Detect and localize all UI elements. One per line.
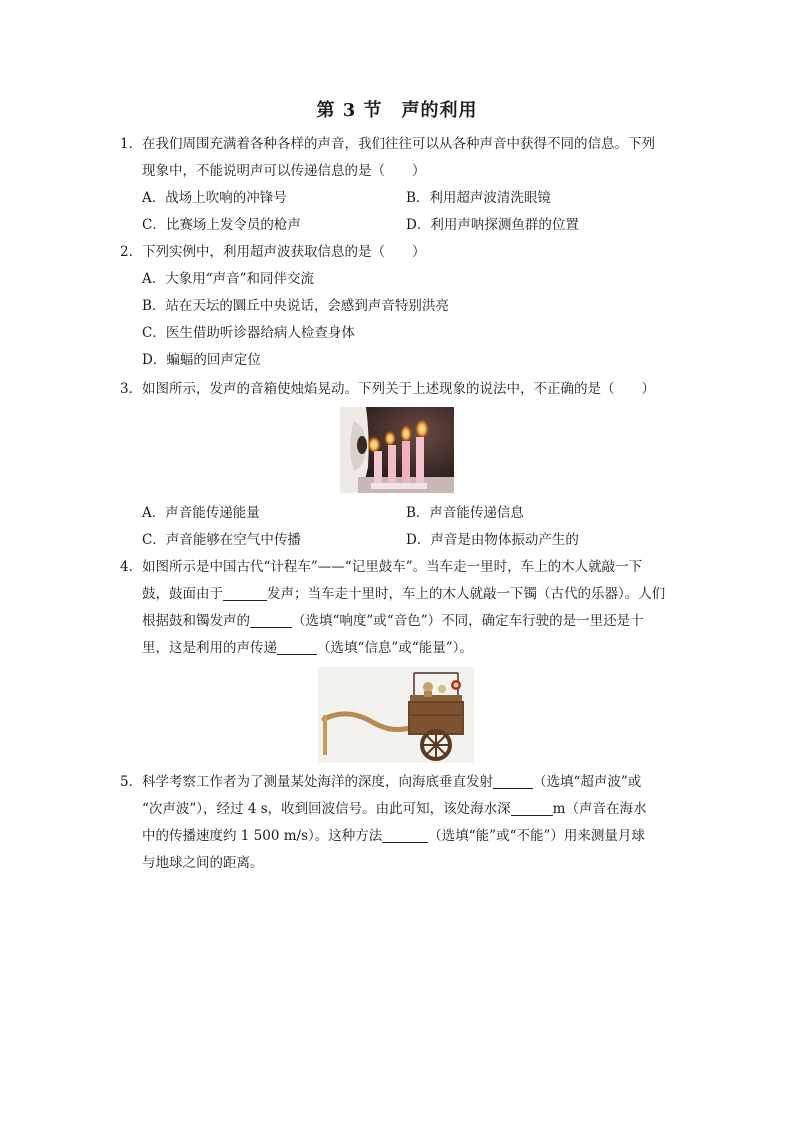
- answer-blank-2[interactable]: [511, 800, 553, 816]
- question-stem-cont: 现象中，不能说明声可以传递信息的是（ ）: [142, 163, 426, 179]
- drum-cart-illustration: [318, 667, 474, 763]
- question-number: 3．: [120, 381, 143, 397]
- question-3-options: [142, 500, 682, 554]
- answer-blank-1[interactable]: [493, 773, 533, 789]
- question-1-options: [142, 185, 682, 239]
- option-b: B．声音能传递信息: [406, 505, 524, 521]
- stem-text: m（声音在海水: [552, 801, 647, 817]
- option-b: B．站在天坛的圜丘中央说话，会感到声音特别洪亮: [142, 298, 449, 314]
- stem-text: （选填“能”或“不能”）用来测量月球: [428, 828, 645, 844]
- option-d: D．声音是由物体振动产生的: [406, 532, 579, 548]
- stem-text: “次声波”），经过 4 s，收到回波信号。由此可知，该处海水深: [142, 801, 511, 817]
- stem-text: 鼓，鼓面由于: [142, 586, 223, 602]
- question-stem: 下列实例中，利用超声波获取信息的是（ ）: [142, 244, 426, 260]
- question-5: [120, 769, 680, 877]
- option-b: B．利用超声波清洗眼镜: [406, 190, 551, 206]
- option-c: C．声音能够在空气中传播: [142, 532, 301, 548]
- question-number: 1．: [120, 136, 143, 152]
- stem-text: （选填“超声波”或: [533, 774, 642, 790]
- question-stem: 如图所示是中国古代“计程车”——“记里鼓车”。当车走一里时，车上的木人就敲一下: [142, 559, 643, 575]
- question-3: [120, 376, 680, 403]
- stem-text: （选填“响度”或“音色”）不同，确定车行驶的是一里还是十: [292, 613, 644, 629]
- drum-cart-photo: [318, 667, 474, 763]
- option-a: A．战场上吹响的冲锋号: [142, 190, 287, 206]
- answer-blank-3[interactable]: [277, 639, 317, 655]
- option-c: C．比赛场上发令员的枪声: [142, 217, 301, 233]
- page-title: 第 3 节 声的利用: [316, 100, 478, 121]
- answer-blank-2[interactable]: [250, 612, 292, 628]
- question-stem: 在我们周围充满着各种各样的声音，我们往往可以从各种声音中获得不同的信息。下列: [142, 136, 655, 152]
- option-c: C．医生借助听诊器给病人检查身体: [142, 325, 355, 341]
- option-a: A．声音能传递能量: [142, 505, 260, 521]
- stem-text: （选填“信息”或“能量”）。: [317, 640, 473, 656]
- question-2-options: [142, 266, 682, 374]
- speaker-candle-illustration: [340, 407, 454, 493]
- option-d: D．利用声呐探测鱼群的位置: [406, 217, 579, 233]
- question-stem: 科学考察工作者为了测量某处海洋的深度，向海底垂直发射: [142, 774, 493, 790]
- question-number: 4．: [120, 559, 143, 575]
- speaker-candle-photo: [340, 407, 454, 493]
- stem-text: 中的传播速度约 1 500 m/s）。这种方法: [142, 828, 383, 844]
- stem-text: 根据鼓和镯发声的: [142, 613, 250, 629]
- stem-text: 与地球之间的距离。: [142, 855, 264, 871]
- option-d: D．蝙蝠的回声定位: [142, 352, 261, 368]
- question-number: 2．: [120, 244, 143, 260]
- question-number: 5．: [120, 774, 143, 790]
- answer-blank-1[interactable]: [223, 585, 267, 601]
- option-a: A．大象用“声音”和同伴交流: [142, 271, 315, 287]
- answer-blank-3[interactable]: [382, 827, 428, 843]
- question-4: [120, 554, 680, 662]
- question-2: [120, 239, 680, 266]
- stem-text: 里，这是利用的声传递: [142, 640, 277, 656]
- question-stem: 如图所示，发声的音箱使烛焰晃动。下列关于上述现象的说法中，不正确的是（ ）: [142, 381, 655, 397]
- question-1: [120, 131, 680, 185]
- stem-text: 发声；当车走十里时，车上的木人就敲一下镯（古代的乐器）。人们: [267, 586, 666, 602]
